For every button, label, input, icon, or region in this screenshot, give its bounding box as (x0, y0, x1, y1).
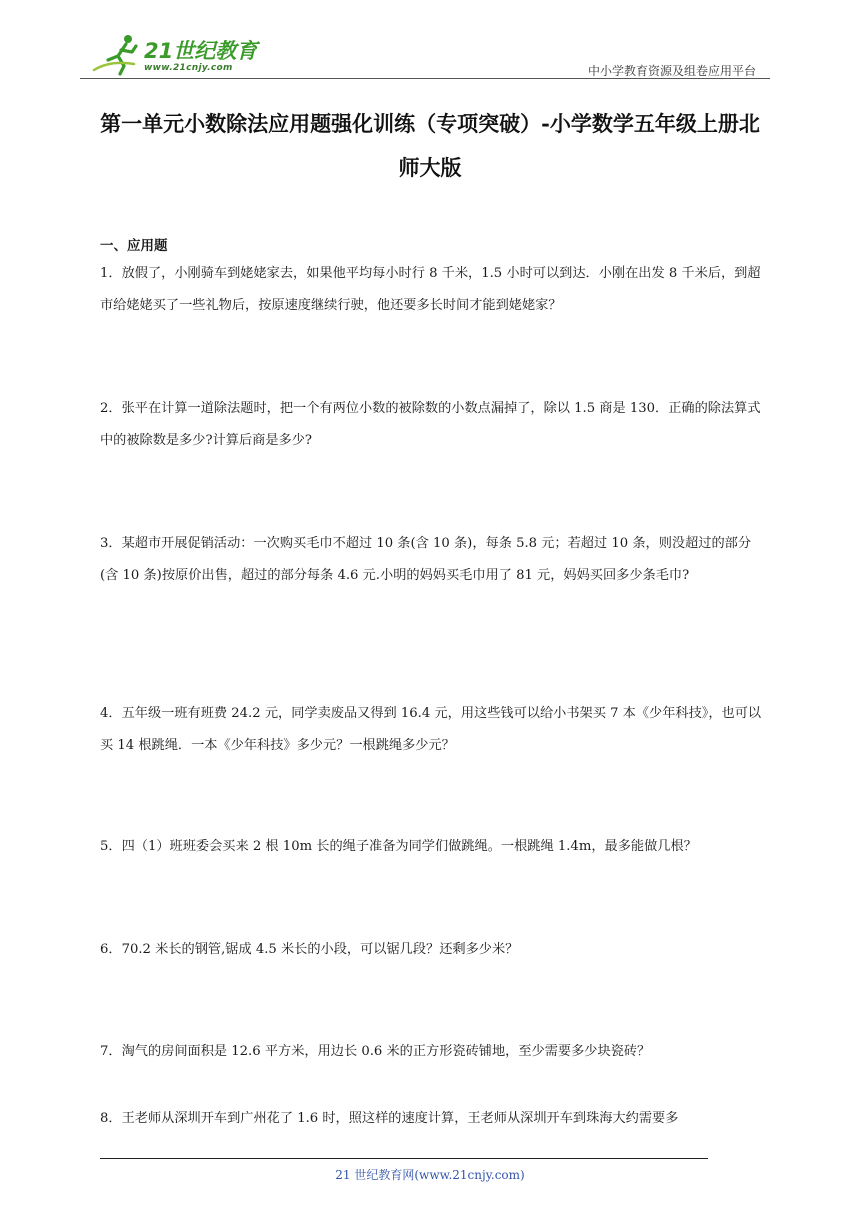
question-6: 6．70.2 米长的钢管,锯成 4.5 米长的小段，可以锯几段？还剩多少米？ (100, 942, 519, 957)
page-header (90, 30, 770, 82)
question-8: 8．王老师从深圳开车到广州花了 1.6 时，照这样的速度计算，王老师从深圳开车到珠海大约需要多 (100, 1111, 679, 1126)
question-2: 2．张平在计算一道除法题时，把一个有两位小数的被除数的小数点漏掉了，除以 1.5 商是 130．正确的除法算式中的被除数是多少?计算后商是多少? (100, 401, 761, 448)
footer-divider (100, 1158, 708, 1159)
question-3: 3．某超市开展促销活动：一次购买毛巾不超过 10 条(含 10 条)，每条 5.8 元；若超过 10 条，则没超过的部分(含 10 条)按原价出售，超过的部分每条 4.6 元.小明的妈妈买毛巾用了 81 元，妈妈买回多少条毛巾? (100, 536, 752, 583)
question-4: 4．五年级一班有班费 24.2 元，同学卖废品又得到 16.4 元，用这些钱可以给小书架买 7 本《少年科技》，也可以买 14 根跳绳．一本《少年科技》多少元？一根跳绳多少元？ (100, 706, 762, 753)
logo-url: www.21cnjy.com (144, 63, 233, 73)
question-7: 7．淘气的房间面积是 12.6 平方米，用边长 0.6 米的正方形瓷砖铺地，至少需要多少块瓷砖？ (100, 1044, 651, 1059)
section-heading: 一、应用题 (100, 238, 168, 254)
question-5: 5．四（1）班班委会买来 2 根 10m 长的绳子准备为同学们做跳绳。一根跳绳 1.4m，最多能做几根？ (100, 839, 697, 854)
header-divider (80, 78, 770, 79)
site-logo[interactable] (90, 30, 260, 78)
platform-label: 中小学教育资源及组卷应用平台 (587, 64, 756, 78)
question-1: 1．放假了，小刚骑车到姥姥家去，如果他平均每小时行 8 千米，1.5 小时可以到达．小刚在出发 8 千米后，到超市给姥姥买了一些礼物后，按原速度继续行驶，他还要多长时间才能到姥姥家？ (100, 266, 761, 313)
footer-link[interactable]: 21 世纪教育网(www.21cnjy.com) (335, 1168, 525, 1182)
logo-wordmark: 21世纪教育 (144, 39, 258, 63)
page-title: 第一单元小数除法应用题强化训练（专项突破）-小学数学五年级上册北师大版 (100, 111, 760, 180)
